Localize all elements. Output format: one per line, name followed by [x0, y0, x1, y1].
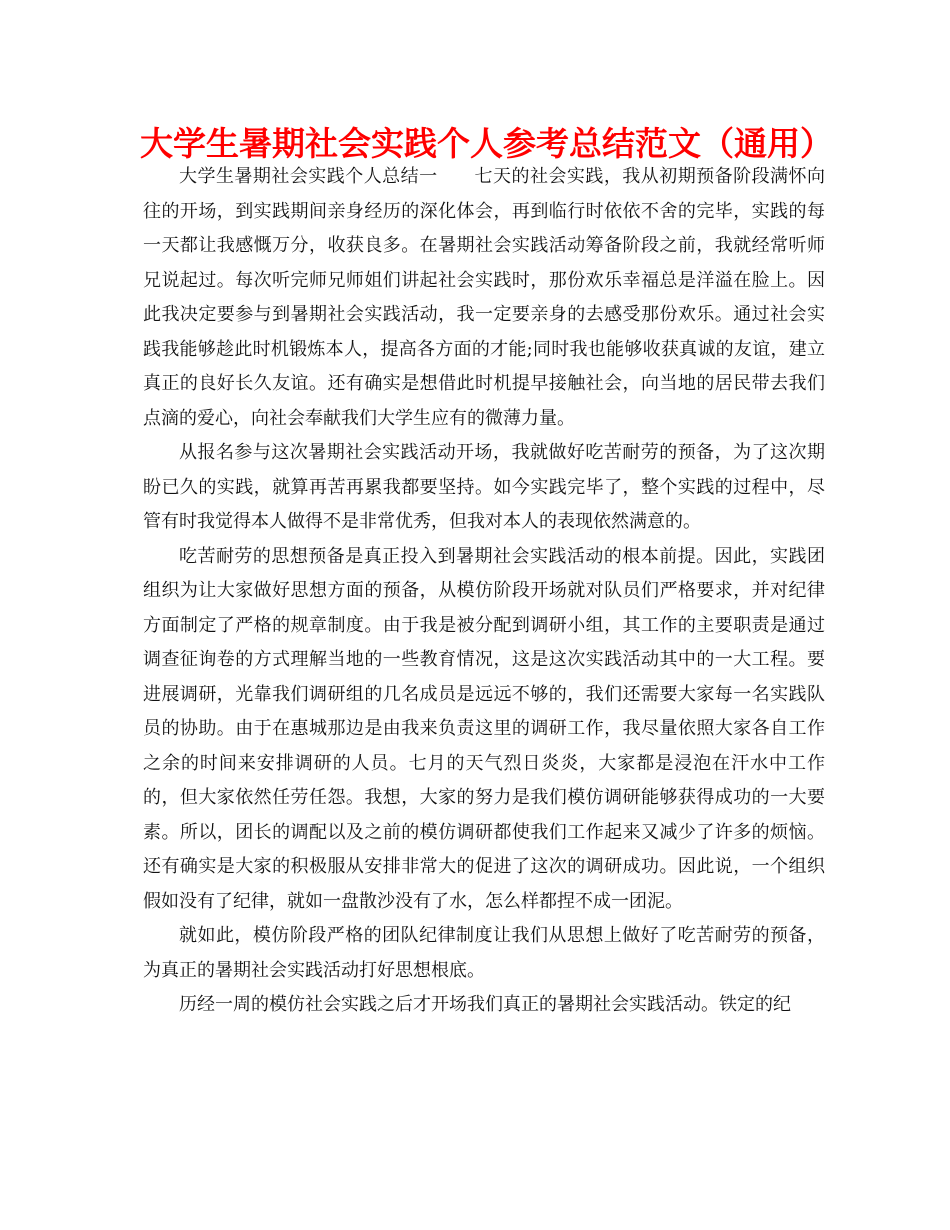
- document-title: 大学生暑期社会实践个人参考总结范文（通用）: [140, 124, 833, 163]
- paragraph-1: 大学生暑期社会实践个人总结一 七天的社会实践，我从初期预备阶段满怀向往的开场，到实践期间亲身经历的深化体会，再到临行时依依不舍的完毕，实践的每一天都让我感慨万分，收获良多。在暑期社会实践活动筹备阶段之前，我就经常听师兄说起过。每次听完师兄师姐们讲起社会实践时，那份欢乐幸福总是洋溢在脸上。因此我决定要参与到暑期社会实践活动，我一定要亲身的去感受那份欢乐。通过社会实践我能够趁此时机锻炼本人，提高各方面的才能;同时我也能够收获真诚的友谊，建立真正的良好长久友谊。还有确实是想借此时机提早接触社会，向当地的居民带去我们点滴的爱心，向社会奉献我们大学生应有的微薄力量。: [143, 166, 825, 429]
- paragraph-5: 历经一周的模仿社会实践之后才开场我们真正的暑期社会实践活动。铁定的纪: [179, 994, 791, 1015]
- paragraph-3: 吃苦耐劳的思想预备是真正投入到暑期社会实践活动的根本前提。因此，实践团组织为让大家做好思想方面的预备，从模仿阶段开场就对队员们严格要求，并对纪律方面制定了严格的规章制度。由于我是被分配到调研小组，其工作的主要职责是通过调查征询卷的方式理解当地的一些教育情况，这是这次实践活动其中的一大工程。要进展调研，光靠我们调研组的几名成员是远远不够的，我们还需要大家每一名实践队员的协助。由于在惠城那边是由我来负责这里的调研工作，我尽量依照大家各自工作之余的时间来安排调研的人员。七月的天气烈日炎炎，大家都是浸泡在汗水中工作的，但大家依然任劳任怨。我想，大家的努力是我们模仿调研能够获得成功的一大要素。所以，团长的调配以及之前的模仿调研都使我们工作起来又减少了许多的烦恼。还有确实是大家的积极服从安排非常大的促进了这次的调研成功。因此说，一个组织假如没有了纪律，就如一盘散沙没有了水，怎么样都捏不成一团泥。: [143, 545, 825, 912]
- document-body: [143, 160, 825, 1023]
- paragraph-2: 从报名参与这次暑期社会实践活动开场，我就做好吃苦耐劳的预备，为了这次期盼已久的实践，就算再苦再累我都要坚持。如今实践完毕了，整个实践的过程中，尽管有时我觉得本人做得不是非常优秀，但我对本人的表现依然满意的。: [143, 442, 825, 532]
- paragraph-4: 就如此，模仿阶段严格的团队纪律制度让我们从思想上做好了吃苦耐劳的预备，为真正的暑期社会实践活动打好思想根底。: [143, 925, 825, 981]
